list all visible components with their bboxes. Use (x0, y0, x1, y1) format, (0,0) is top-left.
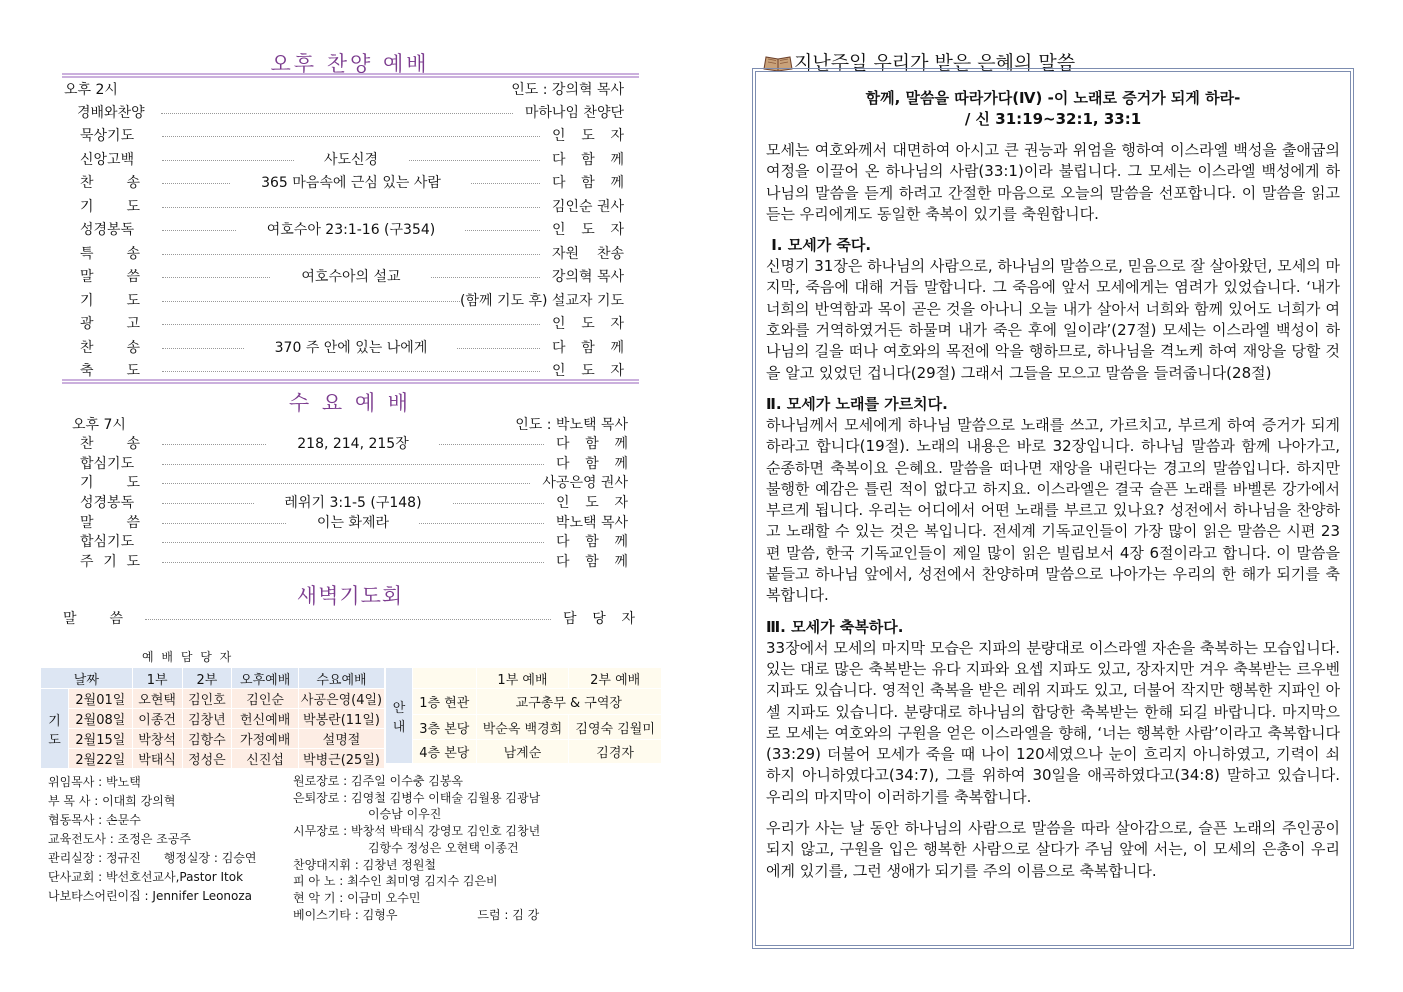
table-cell: 박봉란(11일) (299, 709, 385, 729)
section-body: 하나님께서 모세에게 하나님 말씀으로 노래를 쓰고, 가르치고, 부르게 하여 증거가 되게 하라고 합니다(19절). 노래의 내용은 바로 32장입니다. 하나님 말씀과 함께 나아가고, 순종하면 축복이요 은혜요. 말씀을 떠나면 재앙을 내린다는 경고의 말씀입니다. 하지만 불행한 예감은 틀린 적이 없다고 하지요. 이스라엘은 결국 슬픈 노래를 바벨론 강가에서 부르게 됩니다. 우리는 어디에서 어떤 노래를 부르고 있나요? 성전에서 하나님을 찬양하고 노래할 수 있는 것은 복입니다. 전세계 기독교인들이 가장 많이 읽은 말씀은 시편 23편 말씀, 한국 기독교인들이 제일 많이 읽은 빌립보서 4장 6절이라고 합니다. 이 말씀을 붙들고 하나님 앞에서, 성전에서 찬양하며 말씀으로 나아가는 우리의 한 해가 되기를 축복합니다. (766, 415, 1340, 605)
section-heading: Ⅲ. 모세가 축복하다. (766, 617, 904, 636)
leader-dots (162, 241, 540, 265)
column-header: 1부 예배 (476, 668, 569, 689)
duty-caption: 예 배 담 당 자 (142, 650, 234, 664)
service-time: 오후 7시 (72, 417, 126, 433)
staff-line: 김항수 정성은 오현택 이종건 (368, 840, 519, 855)
sermon-box (752, 68, 1354, 949)
table-cell: 박창석 (132, 729, 182, 749)
table-cell: 이종건 (132, 709, 182, 729)
table-cell: 김창년 (182, 709, 232, 729)
leader-dots (162, 171, 540, 195)
order-leader: 인 도 자 (552, 363, 624, 380)
leader-dots (162, 453, 544, 473)
leader-dots (145, 608, 551, 628)
order-label: 기 도 (80, 198, 140, 215)
staff-line: 찬양대지휘 : 김창년 정원철 (293, 857, 436, 872)
usher-side-label: 안 내 (386, 668, 413, 764)
leader-dots (161, 100, 513, 124)
order-label: 경배와찬양 (77, 104, 145, 121)
column-header: 오후예배 (232, 668, 299, 689)
leader-dots (162, 512, 544, 532)
order-row (60, 472, 628, 492)
order-leader: 담 당 자 (563, 611, 635, 627)
leader-dots (162, 433, 544, 453)
leader-dots (162, 124, 540, 148)
staff-line: 위임목사 : 박노택 (48, 775, 141, 789)
order-row (60, 194, 624, 218)
column-header: 2부 (182, 668, 232, 689)
table-cell: 남계순 (476, 740, 569, 764)
service-time: 오후 2시 (64, 82, 118, 98)
floor-label: 4층 본당 (412, 740, 476, 764)
order-label: 성경봉독 (80, 222, 135, 239)
leader-dots (162, 288, 488, 312)
order-label: 성경봉독 (80, 494, 135, 511)
staff-line: 이승남 이우진 (368, 807, 442, 822)
order-label: 찬 송 (80, 435, 140, 452)
leader-dots (162, 265, 540, 289)
order-label: 광 고 (80, 316, 140, 333)
order-row (60, 124, 624, 148)
table-cell: 오현택 (132, 689, 182, 709)
order-row (60, 100, 624, 124)
order-leader: 다 함 께 (552, 339, 624, 356)
divider (62, 379, 639, 384)
section-body: 33장에서 모세의 마지막 모습은 지파의 분량대로 이스라엘 자손을 축복하는 모습입니다. 있는 대로 많은 축복받는 유다 지파와 요셉 지파도 있고, 장자지만 겨우 축복받는 르우벤 지파도 있습니다. 영적인 축복을 받은 레위 지파도 있고, 더불어 작지만 행복한 지파인 아셀 지파도 있습니다. 분량대로 하나님의 합당한 축복받는 한해 되길 바랍니다. 마지막으로 모세는 여호와의 구원을 얻은 이스라엘을 향해, ‘너는 행복한 사람’이라고 축복합니다(33:29) 더불어 모세가 죽을 때 나이 120세였으나 눈이 흐리지 아니하였고, 기력이 쇠하지 아니하였다고(34:7), 그를 위하여 30일을 애곡하였다고(34:8) 말하고 있습니다. 우리의 마지막이 이러하기를 축복합니다. (766, 638, 1340, 806)
staff-line: 부 목 사 : 이대희 강의혁 (48, 794, 176, 808)
leader-dots (162, 194, 540, 218)
order-label: 말 씀 (80, 514, 140, 531)
table-cell: 김항수 (182, 729, 232, 749)
sermon-intro: 모세는 여호와께서 대면하여 아시고 큰 권능과 위엄을 행하여 이스라엘 백성을 출애굽의 여정을 이끌어 온 하나님의 사람(33:1)이라 불립니다. 그 모세는 이스라엘 백성에게 하나님의 말씀을 듣게 하려고 간절한 마음으로 오늘의 말씀을 선포합니다. 이 말씀을 읽고 듣는 우리에게도 동일한 축복이 있기를 축원합니다. (766, 141, 1340, 223)
staff-list-left (48, 773, 257, 906)
order-row (60, 147, 624, 171)
afternoon-order-list (60, 100, 624, 382)
order-content: 218, 214, 215장 (267, 433, 439, 453)
section-heading: Ⅰ. 모세가 죽다. (766, 236, 872, 255)
table-cell: 박병근(25일) (299, 749, 385, 769)
staff-line: 협동목사 : 손문수 (48, 813, 141, 827)
prayer-side-label: 기 도 (41, 689, 69, 769)
dawn-prayer-title: 새벽기도회 (296, 584, 404, 608)
column-header: 2부 예배 (569, 668, 662, 689)
table-cell: 정성은 (182, 749, 232, 769)
order-label: 축 도 (80, 363, 140, 380)
order-leader: 다 함 께 (556, 553, 628, 570)
order-label: 말 씀 (63, 611, 123, 627)
order-content: 레위기 3:1-5 (구148) (254, 492, 451, 512)
table-cell: 박태식 (132, 749, 182, 769)
order-content: 370 주 안에 있는 나에게 (245, 337, 458, 357)
table-cell: 설명절 (299, 729, 385, 749)
order-label: 합심기도 (80, 534, 135, 551)
staff-line: 피 아 노 : 최수인 최미영 김지수 김은비 (293, 874, 498, 889)
afternoon-service-title: 오후 찬양 예배 (270, 52, 430, 76)
section-body: 신명기 31장은 하나님의 사람으로, 하나님의 말씀으로, 믿음으로 잘 살아왔던, 모세의 마지막, 죽음에 대해 거듭 말합니다. 그 죽음에 앞서 모세에게는 염려가 있었습니다. ‘내가 너희의 반역함과 목이 곧은 것을 아나니 오늘 내가 살아서 너희와 함께 있어도 너희가 여호와를 거역하였거든 하물며 내가 죽은 후에 일이랴’(27절) 모세는 이스라엘 백성이 하나님의 길을 떠나 여호와의 목전에 악을 행하므로, 하나님을 격노케 하여 재앙을 당할 것을 알고 있었던 겁니다(29절) 그래서 그들을 모으고 말씀을 들려줍니다(28절) (766, 257, 1340, 382)
leader-dots (162, 335, 540, 359)
order-leader: (함께 기도 후) 설교자 기도 (460, 290, 624, 310)
leader-dots (162, 492, 544, 512)
staff-line: 드럼 : 김 강 (477, 907, 540, 922)
leader-dots (162, 531, 544, 551)
column-header: 수요예배 (299, 668, 385, 689)
sermon-reference: / 신 31:19~32:1, 33:1 (964, 110, 1142, 128)
staff-line: 나보타스어린이집 : Jennifer Leonoza (48, 889, 253, 903)
afternoon-header (64, 79, 624, 99)
order-label: 신앙고백 (80, 151, 135, 168)
table-cell: 2월08일 (68, 709, 132, 729)
order-row (60, 241, 624, 265)
table-cell: 김경자 (569, 740, 662, 764)
column-header: 날짜 (41, 668, 133, 689)
staff-line: 현 악 기 : 이금미 오수민 (293, 890, 421, 905)
order-leader: 다 함 께 (556, 534, 628, 551)
table-cell: 2월01일 (68, 689, 132, 709)
order-row (60, 335, 624, 359)
staff-line: 원로장로 : 김주일 이수충 김봉옥 (293, 774, 463, 788)
order-leader: 박노택 목사 (555, 514, 628, 531)
order-leader: 인 도 자 (556, 494, 628, 511)
service-leader: 인도 : 강의혁 목사 (511, 82, 624, 98)
staff-line: 은퇴장로 : 김영철 김병수 이태술 김월용 김광남 (293, 790, 541, 805)
order-row (60, 433, 628, 453)
section-heading: Ⅱ. 모세가 노래를 가르치다. (766, 394, 948, 413)
table-cell: 가정예배 (232, 729, 299, 749)
dawn-row (45, 608, 635, 628)
table-cell: 헌신예배 (232, 709, 299, 729)
table-cell: 박순옥 백경희 (476, 715, 569, 740)
order-content: 사도신경 (294, 149, 408, 169)
order-label: 기 도 (80, 292, 140, 309)
order-row (60, 531, 628, 551)
order-leader: 인 도 자 (552, 222, 624, 239)
divider (62, 73, 639, 78)
order-leader: 다 함 께 (552, 175, 624, 192)
order-leader: 인 도 자 (552, 128, 624, 145)
order-label: 찬 송 (80, 175, 140, 192)
table-cell: 김인호 (182, 689, 232, 709)
staff-line: 시무장로 : 박창석 박태식 강영모 김인호 김창년 (293, 824, 541, 839)
order-leader: 다 함 께 (556, 435, 628, 452)
order-leader: 자원 찬송 (552, 245, 624, 262)
order-label: 주 기 도 (80, 553, 140, 570)
table-cell: 2월22일 (68, 749, 132, 769)
floor-label: 3층 본당 (412, 715, 476, 740)
floor-label: 1층 현관 (412, 689, 476, 715)
leader-dots (162, 312, 540, 336)
order-content: 365 마음속에 근심 있는 사람 (231, 172, 471, 192)
table-cell: 신진섭 (232, 749, 299, 769)
leader-dots (162, 472, 530, 492)
order-row (60, 218, 624, 242)
table-cell: 교구총무 & 구역장 (476, 689, 661, 715)
order-leader: 김인순 권사 (551, 198, 624, 215)
order-label: 찬 송 (80, 339, 140, 356)
order-label: 기 도 (80, 475, 140, 492)
order-leader: 다 함 께 (556, 455, 628, 472)
table-cell: 2월15일 (68, 729, 132, 749)
table-cell: 김인순 (232, 689, 299, 709)
wednesday-service-title: 수 요 예 배 (288, 391, 412, 415)
staff-list-right (293, 773, 540, 923)
order-row (60, 453, 628, 473)
leader-dots (162, 147, 540, 171)
sermon-closing: 우리가 사는 날 동안 하나님의 사람으로 말씀을 따라 살아감으로, 슬픈 노래의 주인공이 되지 않고, 구원을 입은 행복한 사람으로 살다가 주님 앞에 서는, 이 모세의 은총이 우리에게 있기를, 그런 생애가 되기를 주의 이름으로 축복합니다. (766, 819, 1340, 880)
order-label: 합심기도 (80, 455, 135, 472)
service-leader: 인도 : 박노택 목사 (515, 417, 628, 433)
duty-table (40, 667, 385, 769)
table-cell: 김영숙 김월미 (569, 715, 662, 740)
wednesday-header (72, 414, 628, 434)
wednesday-order-list (60, 433, 628, 571)
staff-line: 단사교회 : 박선호선교사,Pastor Itok (48, 870, 244, 884)
order-content: 여호수아의 설교 (271, 266, 430, 286)
order-leader: 다 함 께 (552, 151, 624, 168)
leader-dots (162, 218, 540, 242)
order-row (60, 512, 628, 532)
column-header: 1부 (132, 668, 182, 689)
order-row (60, 288, 624, 312)
order-content: 이는 화제라 (287, 512, 419, 532)
order-leader: 사공은영 권사 (542, 475, 628, 492)
sermon-heading-text: 지난주일 우리가 받은 은혜의 말씀 (794, 52, 1076, 74)
order-leader: 마하나임 찬양단 (524, 104, 624, 121)
staff-line: 교육전도사 : 조정은 조공주 (48, 832, 191, 846)
order-leader: 인 도 자 (552, 316, 624, 333)
order-row (60, 492, 628, 512)
sermon-title: 함께, 말씀을 따라가다(Ⅳ) -이 노래로 증거가 되게 하라- (865, 89, 1241, 107)
leader-dots (162, 551, 544, 571)
order-label: 묵상기도 (80, 128, 135, 145)
staff-line: 베이스기타 : 김형우 (293, 907, 398, 922)
order-row (60, 265, 624, 289)
usher-table (385, 667, 662, 764)
order-leader: 강의혁 목사 (551, 269, 624, 286)
order-label: 말 씀 (80, 269, 140, 286)
order-row (60, 312, 624, 336)
table-cell: 사공은영(4일) (299, 689, 385, 709)
staff-line: 관리실장 : 정규진 행정실장 : 김승연 (48, 851, 257, 865)
order-content: 여호수아 23:1-16 (구354) (237, 219, 465, 239)
order-label: 특 송 (80, 245, 140, 262)
order-row (60, 551, 628, 571)
order-row (60, 171, 624, 195)
